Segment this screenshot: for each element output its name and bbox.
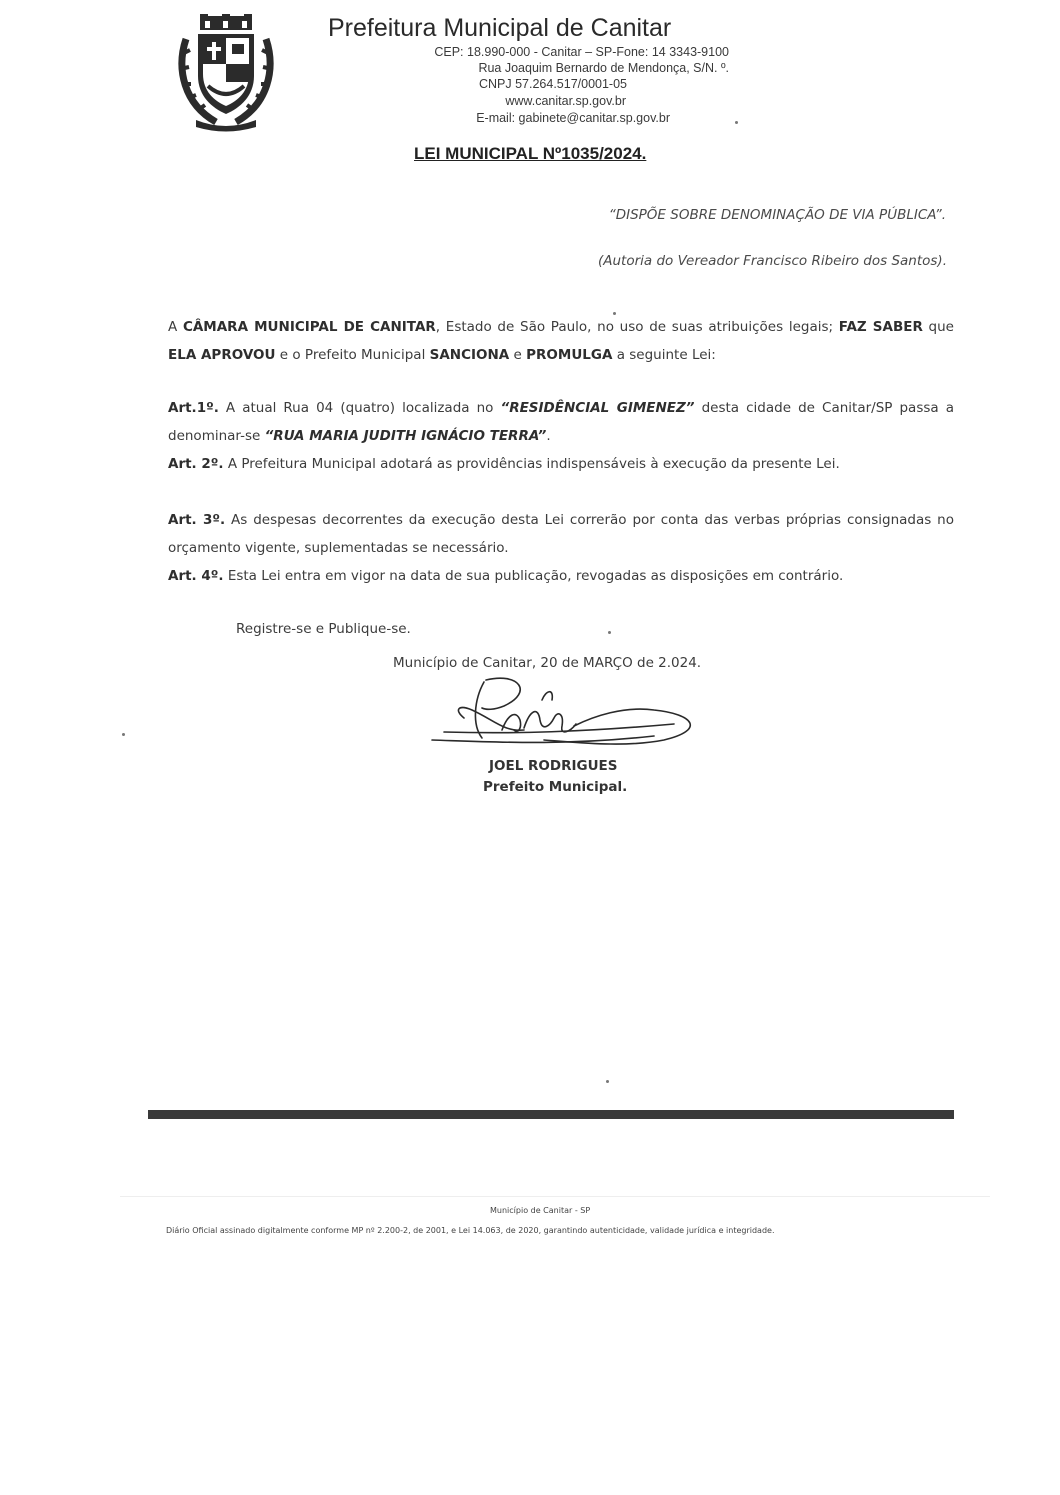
article-1-text: desta cidade de Canitar/SP passa a denominar-se <box>168 400 955 444</box>
law-ementa: “DISPÕE SOBRE DENOMINAÇÃO DE VIA PÚBLICA”. <box>608 207 946 223</box>
signer-role: Prefeito Municipal. <box>483 779 628 795</box>
footer-separator <box>120 1196 990 1197</box>
closing-formula: Registre-se e Publique-se. <box>236 621 411 637</box>
article-2 <box>168 451 954 479</box>
article-1-street-name: “RUA MARIA JUDITH IGNÁCIO TERRA” <box>264 427 547 444</box>
intro-bold-aprovou: ELA APROVOU <box>168 346 276 363</box>
municipality-title: Prefeitura Municipal de Canitar <box>328 14 672 42</box>
intro-text: e o Prefeito Municipal <box>275 346 430 363</box>
article-3-text: As despesas decorrentes da execução desta Lei correrão por conta das verbas próprias consignadas no orçamento vigente, suplementadas se necessário. <box>168 512 954 556</box>
article-2-text: A Prefeitura Municipal adotará as providências indispensáveis à execução da presente Lei. <box>223 456 840 472</box>
footer-digital-signature-note: Diário Oficial assinado digitalmente conforme MP nº 2.200-2, de 2001, e Lei 14.063, de 2020, garantindo autenticidade, validade jurídica e integridade. <box>166 1226 775 1235</box>
intro-bold-faz-saber: FAZ SABER <box>838 319 923 335</box>
intro-text: que <box>922 319 954 335</box>
scan-speck <box>613 312 616 315</box>
intro-text: a seguinte Lei: <box>612 346 716 363</box>
article-4 <box>168 563 954 591</box>
intro-text: , Estado de São Paulo, no uso de suas atribuições legais; <box>435 319 839 335</box>
header-cep-phone: CEP: 18.990-000 - Canitar – SP-Fone: 14 3343-9100 <box>434 45 729 59</box>
header-address: Rua Joaquim Bernardo de Mendonça, S/N. º. <box>478 61 729 75</box>
header-cnpj: CNPJ 57.264.517/0001-05 <box>478 77 627 91</box>
date-line: Município de Canitar, 20 de MARÇO de 2.024. <box>393 655 702 671</box>
article-1-text: A atual Rua 04 (quatro) localizada no <box>218 400 501 416</box>
article-3-label: Art. 3º. <box>168 512 226 528</box>
intro-paragraph <box>168 314 954 369</box>
intro-bold-promulga: PROMULGA <box>526 346 613 363</box>
scan-speck <box>122 733 125 736</box>
article-1-label: Art.1º. <box>168 400 219 416</box>
footer-municipality: Município de Canitar - SP <box>490 1206 591 1215</box>
article-1-text: . <box>546 427 551 444</box>
article-2-label: Art. 2º. <box>168 456 224 472</box>
article-1-neighborhood: “RESIDÊNCIAL GIMENEZ” <box>500 400 695 416</box>
law-authorship: (Autoria do Vereador Francisco Ribeiro dos Santos). <box>597 253 947 269</box>
law-title: LEI MUNICIPAL Nº1035/2024. <box>414 144 647 163</box>
signer-name: JOEL RODRIGUES <box>489 758 618 774</box>
scan-speck <box>608 631 611 634</box>
article-3 <box>168 507 954 562</box>
article-1 <box>168 395 954 450</box>
article-4-label: Art. 4º. <box>168 568 224 584</box>
intro-bold-sanciona: SANCIONA <box>429 346 510 363</box>
scan-speck <box>735 121 738 124</box>
header-email: E-mail: gabinete@canitar.sp.gov.br <box>476 111 670 125</box>
header-website: www.canitar.sp.gov.br <box>505 94 626 108</box>
intro-text: e <box>509 346 527 363</box>
intro-bold-camara: CÂMARA MUNICIPAL DE CANITAR <box>182 319 436 335</box>
coat-of-arms-icon <box>176 14 276 132</box>
handwritten-signature <box>424 670 714 755</box>
intro-text: A <box>168 319 183 335</box>
footer-rule <box>148 1110 954 1119</box>
scan-speck <box>606 1080 609 1083</box>
article-4-text: Esta Lei entra em vigor na data de sua publicação, revogadas as disposições em contrário. <box>223 568 844 584</box>
